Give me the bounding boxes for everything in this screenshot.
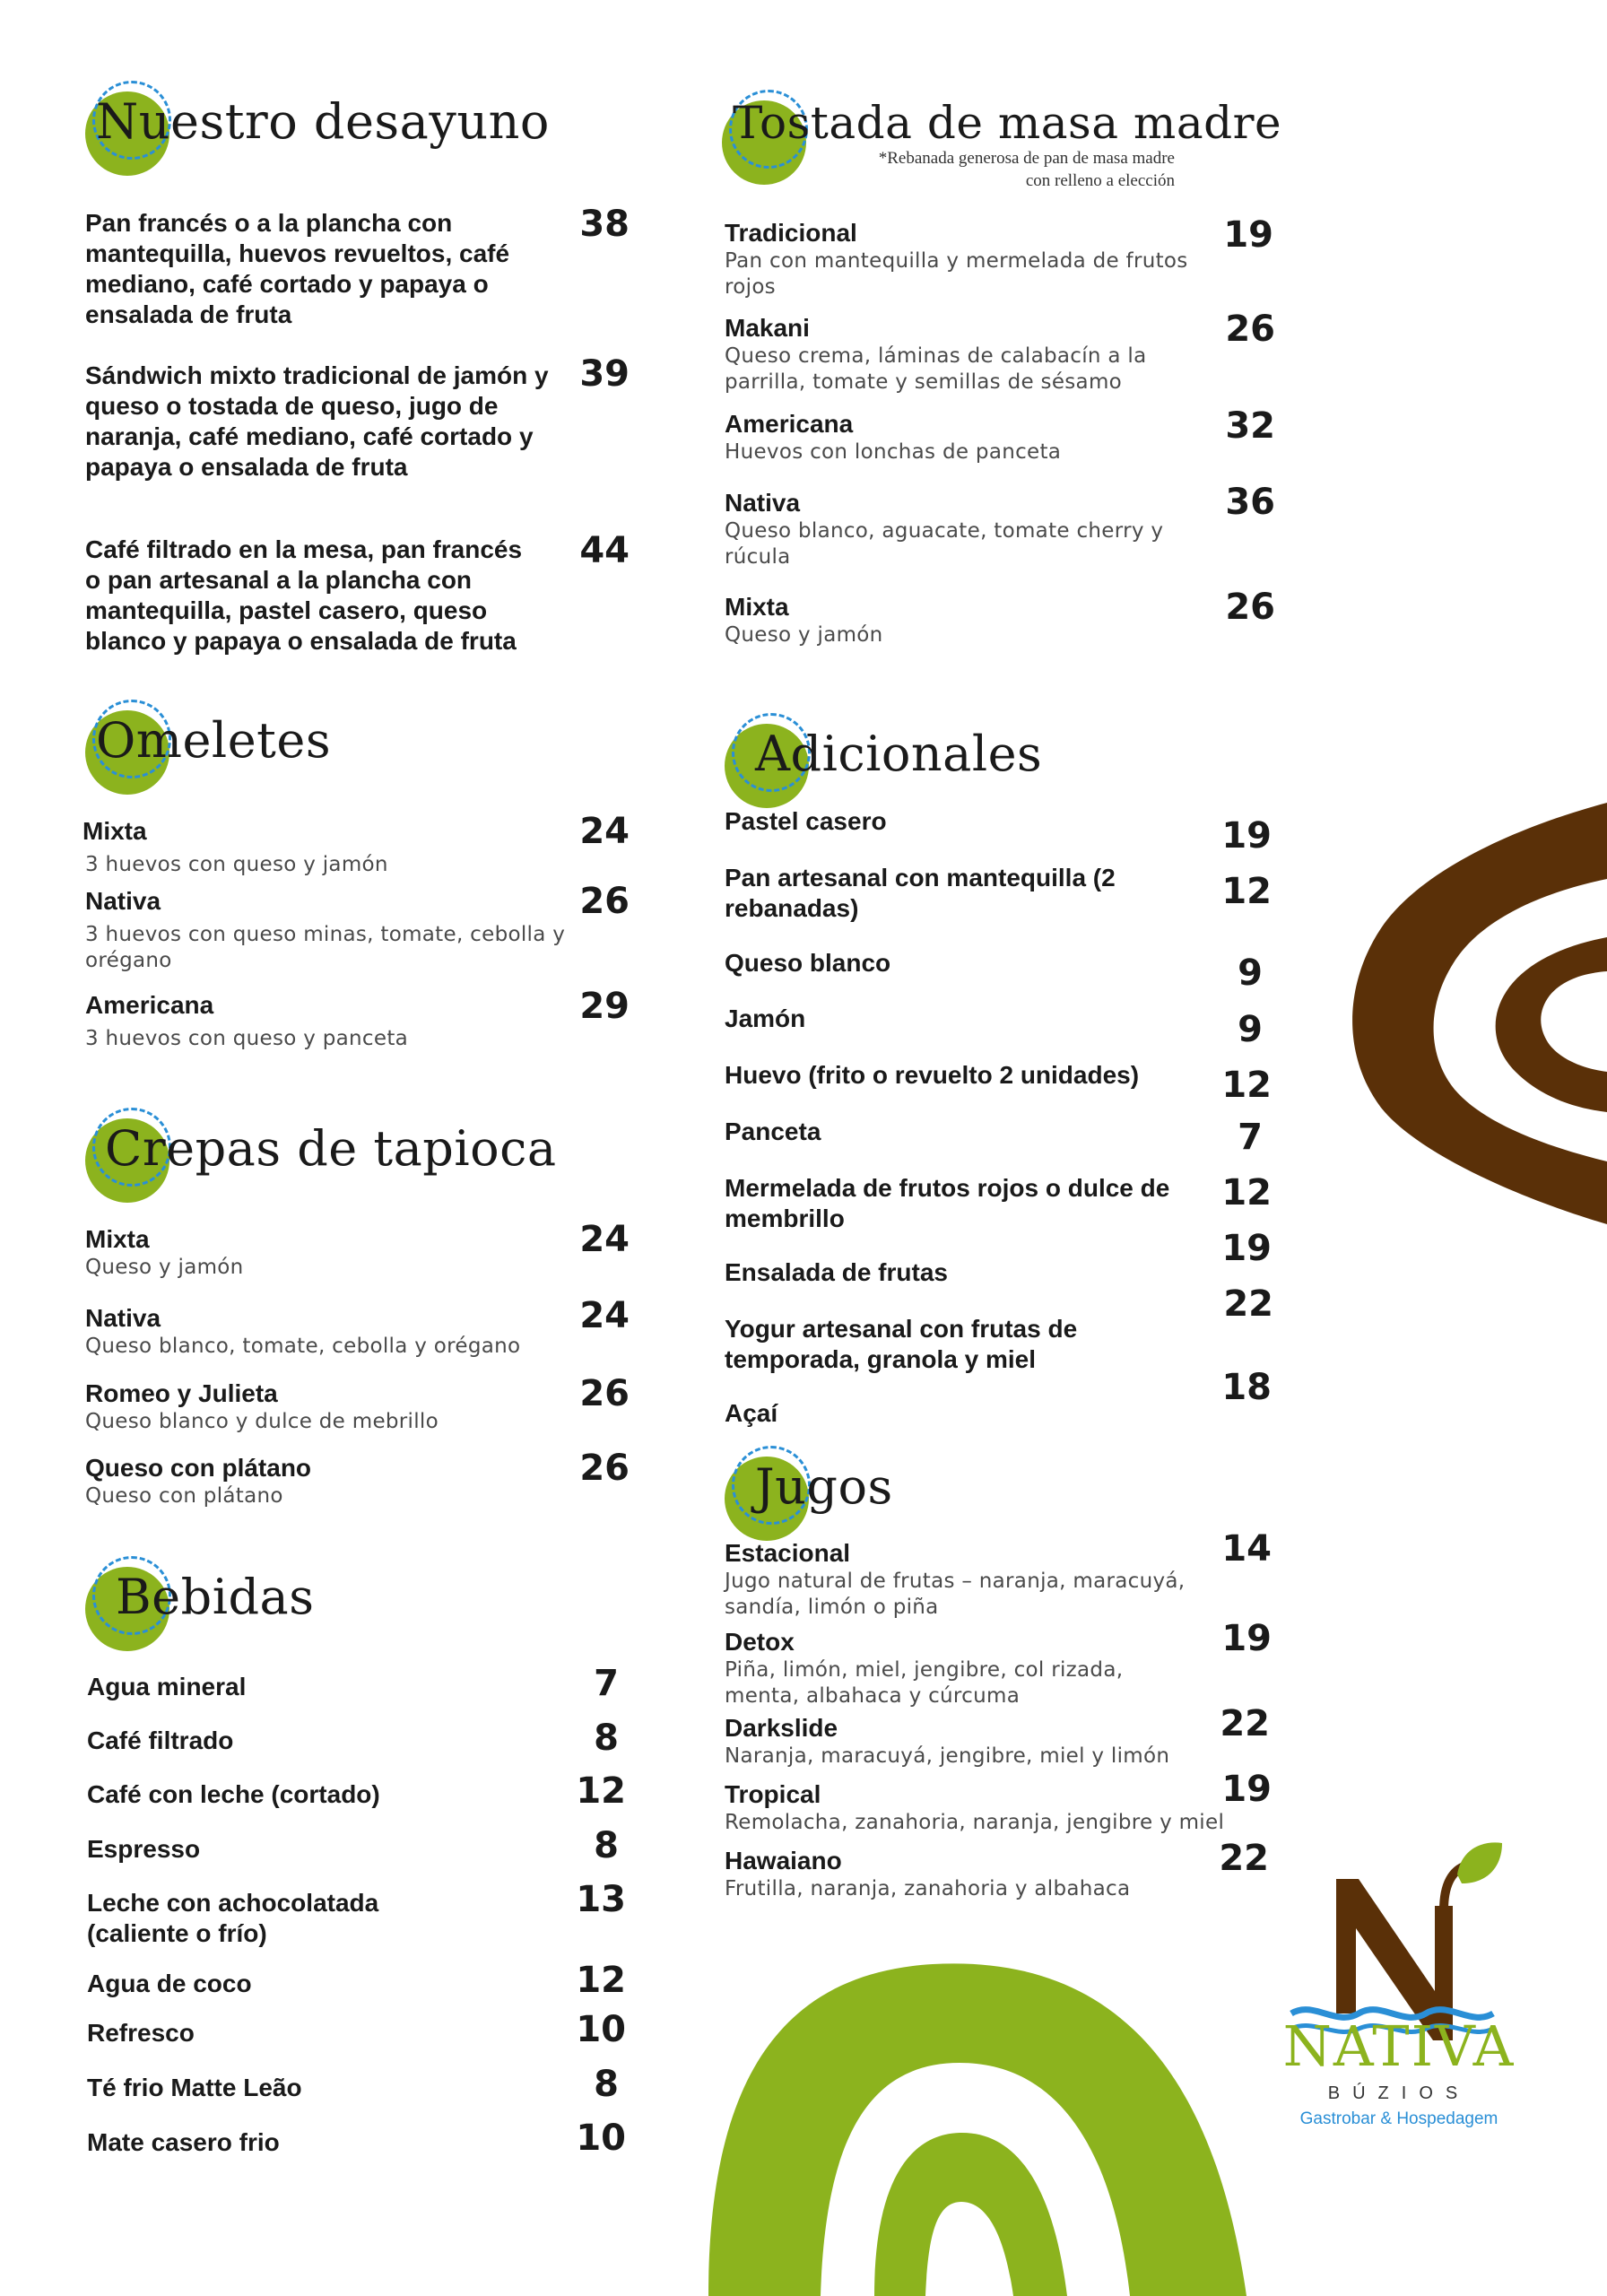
section-header-omeletes (85, 700, 444, 798)
menu-item (83, 816, 603, 878)
item-description: 3 huevos con queso minas, tomate, cebolla y orégano (85, 923, 566, 972)
section-header-bebidas (85, 1556, 444, 1655)
menu-item (85, 208, 569, 330)
item-name: Mixta (83, 817, 147, 845)
menu-item (725, 863, 1191, 924)
menu-item (725, 1314, 1173, 1375)
menu-item (725, 488, 1209, 570)
section-header-adicionales (725, 713, 1083, 812)
menu-item (725, 409, 1227, 465)
logo-place: BÚZIOS (1327, 2083, 1471, 2103)
section-title: Tostada de masa madre (733, 97, 1282, 149)
item-price: 12 (576, 1960, 626, 2001)
item-name: Mate casero frio (87, 2128, 280, 2156)
decorative-brown-arcs (1345, 803, 1607, 1224)
item-price: 39 (579, 353, 630, 395)
menu-item (725, 1713, 1227, 1770)
menu-item (85, 886, 605, 974)
item-price: 9 (1238, 952, 1263, 994)
item-name: Nativa (85, 1304, 161, 1332)
item-name: Café con leche (cortado) (87, 1780, 380, 1808)
section-title: Jugos (755, 1458, 893, 1515)
menu-item (85, 1303, 605, 1360)
item-price: 8 (594, 2064, 619, 2105)
item-price: 26 (579, 881, 630, 922)
item-price: 19 (1221, 1618, 1272, 1659)
item-name: Americana (85, 991, 214, 1019)
item-name: Jamón (725, 1004, 806, 1032)
menu-item (725, 1117, 1191, 1147)
item-price: 24 (579, 1295, 630, 1336)
item-name: Romeo y Julieta (85, 1379, 278, 1407)
menu-item (725, 313, 1227, 396)
item-name: Agua mineral (87, 1673, 247, 1700)
menu-item (725, 1627, 1191, 1709)
item-name: Tradicional (725, 219, 857, 247)
item-name: Detox (725, 1628, 795, 1656)
menu-item (87, 1969, 517, 1999)
item-name: Panceta (725, 1118, 821, 1145)
item-description: Queso con plátano (85, 1484, 283, 1508)
menu-item (725, 1004, 1191, 1034)
decorative-green-arcs (708, 1955, 1264, 2296)
item-description: 3 huevos con queso y panceta (85, 1027, 409, 1050)
menu-item (87, 1888, 446, 1949)
item-price: 19 (1221, 815, 1272, 857)
item-name: Queso blanco (725, 949, 891, 977)
item-name: Yogur artesanal con frutas de temporada, granola y miel (725, 1315, 1078, 1373)
item-description: Piña, limón, miel, jengibre, col rizada, menta, albahaca y cúrcuma (725, 1658, 1124, 1708)
menu-item (85, 1224, 605, 1281)
item-name: Queso con plátano (85, 1454, 312, 1482)
item-description: Queso blanco, tomate, cebolla y orégano (85, 1335, 521, 1358)
logo-tagline: Gastrobar & Hospedagem (1299, 2109, 1498, 2128)
note-line-1: *Rebanada generosa de pan de masa madre (878, 149, 1175, 168)
item-price: 10 (576, 2009, 626, 2050)
menu-item (85, 1378, 605, 1435)
item-price: 12 (576, 1770, 626, 1812)
section-header-desayuno (85, 81, 587, 179)
menu-item (725, 592, 1227, 648)
item-price: 14 (1221, 1528, 1272, 1570)
item-name: Makani (725, 314, 810, 342)
item-name: Café filtrado (87, 1726, 234, 1754)
item-price: 26 (579, 1373, 630, 1414)
menu-item (85, 361, 569, 483)
item-name: Nativa (85, 887, 161, 915)
item-description: Huevos con lonchas de panceta (725, 440, 1062, 464)
menu-item (725, 1257, 1191, 1288)
item-price: 24 (579, 1219, 630, 1260)
item-price: 12 (1221, 1172, 1272, 1213)
section-title: Adicionales (755, 726, 1043, 782)
item-name: Pan francés o a la plancha con mantequilla, huevos revueltos, café mediano, café cortado y papaya o ensalada de fruta (85, 209, 510, 328)
menu-item (725, 1398, 1191, 1429)
section-header-crepas (85, 1108, 557, 1206)
item-price: 26 (1225, 309, 1275, 350)
item-price: 19 (1221, 1228, 1272, 1269)
item-name: Refresco (87, 2019, 195, 2047)
item-name: Açaí (725, 1399, 778, 1427)
item-name: Mermelada de frutos rojos o dulce de membrillo (725, 1174, 1170, 1232)
menu-item (87, 2127, 517, 2158)
menu-item (87, 2018, 517, 2048)
section-title: Omeletes (96, 712, 332, 769)
menu-item (725, 1060, 1191, 1091)
menu-item (725, 1779, 1263, 1836)
menu-item (87, 1834, 517, 1865)
section-header-jugos (725, 1446, 994, 1544)
menu-item (85, 990, 605, 1052)
item-name: Estacional (725, 1539, 851, 1567)
item-name: Leche con achocolatada (caliente o frío) (87, 1889, 379, 1947)
item-description: Queso blanco, aguacate, tomate cherry y rúcula (725, 519, 1164, 569)
item-name: Ensalada de frutas (725, 1258, 948, 1286)
menu-item (85, 535, 543, 657)
menu-item (725, 948, 1191, 978)
item-description: Remolacha, zanahoria, naranja, jengibre y miel (725, 1811, 1225, 1834)
section-note (879, 147, 1175, 192)
item-price: 24 (579, 811, 630, 852)
item-name: Mixta (85, 1225, 150, 1253)
menu-item (725, 806, 1191, 837)
menu-item (87, 1726, 517, 1756)
item-name: Café filtrado en la mesa, pan francés o pan artesanal a la plancha con mantequilla, pastel casero, queso blanco y papaya o ensalada de fruta (85, 535, 523, 655)
item-name: Mixta (725, 593, 789, 621)
item-name: Té frio Matte Leão (87, 2074, 302, 2101)
item-price: 12 (1221, 1065, 1272, 1106)
item-name: Hawaiano (725, 1847, 842, 1874)
section-header-tostada (722, 90, 1282, 197)
item-price: 9 (1238, 1009, 1263, 1050)
item-name: Agua de coco (87, 1970, 252, 1997)
item-price: 38 (579, 204, 630, 245)
menu-item (725, 218, 1227, 300)
section-title: Bebidas (116, 1569, 315, 1625)
item-description: Frutilla, naranja, zanahoria y albahaca (725, 1877, 1131, 1900)
menu-item (85, 1453, 605, 1509)
item-description: Jugo natural de frutas – naranja, maracuyá, sandía, limón o piña (725, 1570, 1186, 1619)
logo (1273, 1839, 1524, 2144)
item-price: 26 (579, 1448, 630, 1489)
item-description: Pan con mantequilla y mermelada de frutos rojos (725, 249, 1188, 299)
item-name: Tropical (725, 1780, 821, 1808)
item-price: 22 (1219, 1838, 1269, 1879)
item-price: 18 (1221, 1367, 1272, 1408)
item-price: 7 (594, 1663, 619, 1704)
item-description: 3 huevos con queso y jamón (85, 853, 388, 876)
section-title: Nuestro desayuno (96, 93, 550, 150)
menu-item (87, 1672, 517, 1702)
item-price: 32 (1225, 405, 1275, 447)
menu-item (87, 1779, 517, 1810)
item-price: 44 (579, 530, 630, 571)
item-price: 22 (1223, 1283, 1273, 1325)
item-name: Pastel casero (725, 807, 887, 835)
item-description: Queso y jamón (85, 1256, 244, 1279)
logo-brand: NATIVA (1282, 2013, 1516, 2079)
item-name: Sándwich mixto tradicional de jamón y queso o tostada de queso, jugo de naranja, café mediano, café cortado y papaya o ensalada de fruta (85, 361, 549, 481)
item-price: 7 (1238, 1117, 1263, 1158)
item-description: Queso blanco y dulce de mebrillo (85, 1410, 439, 1433)
item-price: 36 (1225, 482, 1275, 523)
item-name: Espresso (87, 1835, 201, 1863)
item-description: Naranja, maracuyá, jengibre, miel y limón (725, 1744, 1170, 1768)
item-price: 26 (1225, 587, 1275, 628)
item-description: Queso crema, láminas de calabacín a la parrilla, tomate y semillas de sésamo (725, 344, 1147, 394)
item-price: 13 (576, 1879, 626, 1920)
item-name: Pan artesanal con mantequilla (2 rebanadas) (725, 864, 1116, 922)
item-name: Americana (725, 410, 854, 438)
item-price: 12 (1221, 871, 1272, 912)
item-price: 8 (594, 1825, 619, 1866)
menu-item (725, 1173, 1209, 1234)
section-title: Crepas de tapioca (105, 1120, 557, 1177)
item-price: 29 (579, 986, 630, 1027)
item-price: 19 (1223, 214, 1273, 256)
item-name: Darkslide (725, 1714, 838, 1742)
item-price: 22 (1220, 1703, 1270, 1744)
item-price: 19 (1221, 1769, 1272, 1810)
menu-item (87, 2073, 517, 2103)
note-line-2: con relleno a elección (1025, 171, 1175, 190)
item-price: 10 (576, 2118, 626, 2159)
menu-item (725, 1538, 1227, 1621)
item-name: Huevo (frito o revuelto 2 unidades) (725, 1061, 1140, 1089)
menu-item (725, 1846, 1227, 1902)
item-price: 8 (594, 1718, 619, 1759)
item-name: Nativa (725, 489, 801, 517)
item-description: Queso y jamón (725, 623, 883, 647)
